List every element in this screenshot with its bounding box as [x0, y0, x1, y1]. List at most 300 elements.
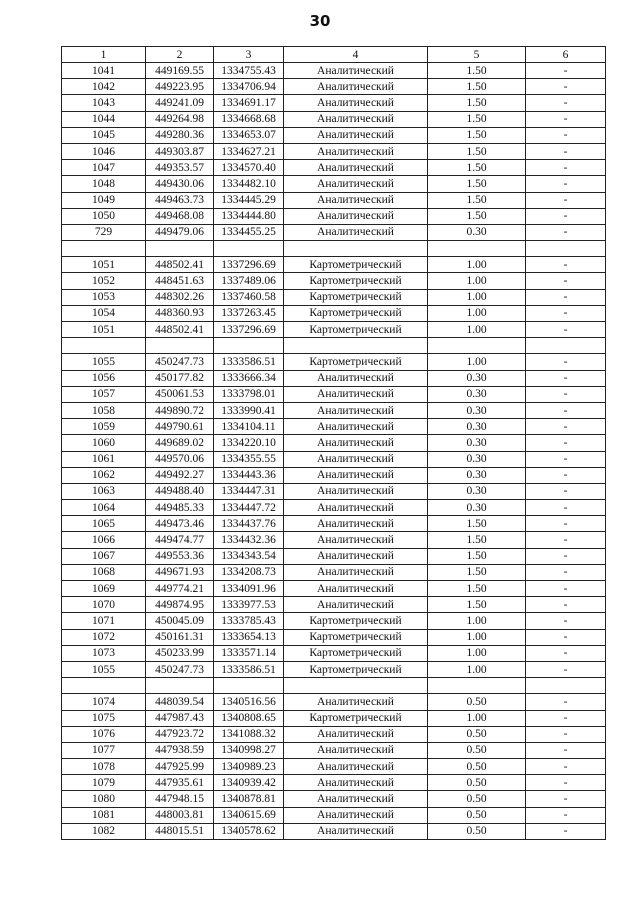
- y-coordinate-cell: 1340516.56: [214, 694, 284, 710]
- accuracy-cell: 0.30: [428, 386, 526, 402]
- point-number-cell: 1077: [62, 742, 146, 758]
- method-cell: Аналитический: [284, 79, 428, 95]
- accuracy-cell: 1.00: [428, 710, 526, 726]
- accuracy-cell: [428, 678, 526, 694]
- table-row: [62, 823, 606, 839]
- note-cell: -: [526, 516, 606, 532]
- accuracy-cell: 1.50: [428, 111, 526, 127]
- y-coordinate-cell: 1334104.11: [214, 419, 284, 435]
- accuracy-cell: 1.50: [428, 516, 526, 532]
- column-header: 5: [428, 47, 526, 63]
- method-cell: Аналитический: [284, 548, 428, 564]
- note-cell: -: [526, 354, 606, 370]
- y-coordinate-cell: 1333990.41: [214, 402, 284, 418]
- note-cell: -: [526, 289, 606, 305]
- method-cell: Аналитический: [284, 597, 428, 613]
- point-number-cell: 1052: [62, 273, 146, 289]
- table-row: [62, 176, 606, 192]
- accuracy-cell: 1.00: [428, 273, 526, 289]
- note-cell: -: [526, 79, 606, 95]
- y-coordinate-cell: 1334627.21: [214, 143, 284, 159]
- x-coordinate-cell: 449485.33: [146, 500, 214, 516]
- method-cell: Аналитический: [284, 823, 428, 839]
- x-coordinate-cell: [146, 338, 214, 354]
- y-coordinate-cell: 1334706.94: [214, 79, 284, 95]
- table-row: [62, 759, 606, 775]
- y-coordinate-cell: 1334437.76: [214, 516, 284, 532]
- accuracy-cell: 1.50: [428, 63, 526, 79]
- method-cell: Картометрический: [284, 645, 428, 661]
- point-number-cell: 1078: [62, 759, 146, 775]
- method-cell: Картометрический: [284, 354, 428, 370]
- method-cell: Картометрический: [284, 629, 428, 645]
- y-coordinate-cell: 1334691.17: [214, 95, 284, 111]
- table-row: [62, 192, 606, 208]
- y-coordinate-cell: 1333798.01: [214, 386, 284, 402]
- note-cell: -: [526, 467, 606, 483]
- method-cell: Аналитический: [284, 435, 428, 451]
- point-number-cell: [62, 338, 146, 354]
- y-coordinate-cell: 1340939.42: [214, 775, 284, 791]
- point-number-cell: 1082: [62, 823, 146, 839]
- note-cell: -: [526, 402, 606, 418]
- method-cell: [284, 241, 428, 257]
- accuracy-cell: 1.00: [428, 322, 526, 338]
- x-coordinate-cell: 448502.41: [146, 257, 214, 273]
- table-row: [62, 791, 606, 807]
- table-row: [62, 597, 606, 613]
- method-cell: Аналитический: [284, 581, 428, 597]
- point-number-cell: 1062: [62, 467, 146, 483]
- method-cell: Аналитический: [284, 532, 428, 548]
- separator-row: [62, 241, 606, 257]
- note-cell: -: [526, 742, 606, 758]
- x-coordinate-cell: 449280.36: [146, 127, 214, 143]
- point-number-cell: 1055: [62, 354, 146, 370]
- method-cell: [284, 678, 428, 694]
- note-cell: -: [526, 645, 606, 661]
- accuracy-cell: 1.00: [428, 629, 526, 645]
- y-coordinate-cell: 1334668.68: [214, 111, 284, 127]
- y-coordinate-cell: [214, 678, 284, 694]
- table-row: [62, 661, 606, 677]
- note-cell: -: [526, 192, 606, 208]
- note-cell: -: [526, 370, 606, 386]
- accuracy-cell: 0.30: [428, 483, 526, 499]
- accuracy-cell: 1.00: [428, 354, 526, 370]
- note-cell: -: [526, 451, 606, 467]
- x-coordinate-cell: 449890.72: [146, 402, 214, 418]
- point-number-cell: 1076: [62, 726, 146, 742]
- y-coordinate-cell: 1333785.43: [214, 613, 284, 629]
- point-number-cell: [62, 241, 146, 257]
- method-cell: [284, 338, 428, 354]
- header-row: [62, 47, 606, 63]
- method-cell: Картометрический: [284, 289, 428, 305]
- table-row: [62, 354, 606, 370]
- y-coordinate-cell: 1337489.06: [214, 273, 284, 289]
- method-cell: Аналитический: [284, 694, 428, 710]
- x-coordinate-cell: 449689.02: [146, 435, 214, 451]
- point-number-cell: 1066: [62, 532, 146, 548]
- accuracy-cell: 1.00: [428, 613, 526, 629]
- table-row: [62, 532, 606, 548]
- accuracy-cell: 1.50: [428, 597, 526, 613]
- point-number-cell: 1047: [62, 160, 146, 176]
- x-coordinate-cell: 448302.26: [146, 289, 214, 305]
- note-cell: -: [526, 208, 606, 224]
- x-coordinate-cell: 448039.54: [146, 694, 214, 710]
- method-cell: Аналитический: [284, 160, 428, 176]
- table-row: [62, 564, 606, 580]
- method-cell: Аналитический: [284, 516, 428, 532]
- point-number-cell: 1080: [62, 791, 146, 807]
- table-row: [62, 370, 606, 386]
- point-number-cell: 1051: [62, 257, 146, 273]
- point-number-cell: [62, 678, 146, 694]
- accuracy-cell: 1.50: [428, 208, 526, 224]
- accuracy-cell: 1.50: [428, 581, 526, 597]
- x-coordinate-cell: 449488.40: [146, 483, 214, 499]
- point-number-cell: 1073: [62, 645, 146, 661]
- x-coordinate-cell: 449169.55: [146, 63, 214, 79]
- note-cell: -: [526, 564, 606, 580]
- accuracy-cell: 1.50: [428, 192, 526, 208]
- method-cell: Аналитический: [284, 386, 428, 402]
- accuracy-cell: 0.30: [428, 370, 526, 386]
- accuracy-cell: 0.50: [428, 775, 526, 791]
- method-cell: Аналитический: [284, 143, 428, 159]
- table-row: [62, 257, 606, 273]
- point-number-cell: 1069: [62, 581, 146, 597]
- note-cell: [526, 338, 606, 354]
- column-header: 4: [284, 47, 428, 63]
- point-number-cell: 1071: [62, 613, 146, 629]
- note-cell: -: [526, 759, 606, 775]
- point-number-cell: 1074: [62, 694, 146, 710]
- y-coordinate-cell: 1333654.13: [214, 629, 284, 645]
- table-body: [62, 63, 606, 840]
- table-row: [62, 613, 606, 629]
- method-cell: Аналитический: [284, 419, 428, 435]
- point-number-cell: 1067: [62, 548, 146, 564]
- y-coordinate-cell: 1333666.34: [214, 370, 284, 386]
- y-coordinate-cell: 1334208.73: [214, 564, 284, 580]
- x-coordinate-cell: 447925.99: [146, 759, 214, 775]
- table-row: [62, 467, 606, 483]
- table-row: [62, 483, 606, 499]
- table-row: [62, 645, 606, 661]
- x-coordinate-cell: 447987.43: [146, 710, 214, 726]
- y-coordinate-cell: 1334482.10: [214, 176, 284, 192]
- table-row: [62, 807, 606, 823]
- point-number-cell: 1068: [62, 564, 146, 580]
- table-row: [62, 224, 606, 240]
- method-cell: Картометрический: [284, 273, 428, 289]
- point-number-cell: 1043: [62, 95, 146, 111]
- accuracy-cell: 0.50: [428, 726, 526, 742]
- method-cell: Картометрический: [284, 305, 428, 321]
- accuracy-cell: 0.50: [428, 823, 526, 839]
- x-coordinate-cell: 449553.36: [146, 548, 214, 564]
- accuracy-cell: 1.00: [428, 661, 526, 677]
- method-cell: Аналитический: [284, 192, 428, 208]
- table-row: [62, 451, 606, 467]
- note-cell: -: [526, 95, 606, 111]
- method-cell: Аналитический: [284, 208, 428, 224]
- point-number-cell: 1058: [62, 402, 146, 418]
- point-number-cell: 1070: [62, 597, 146, 613]
- note-cell: -: [526, 548, 606, 564]
- method-cell: Аналитический: [284, 564, 428, 580]
- note-cell: -: [526, 791, 606, 807]
- method-cell: Аналитический: [284, 742, 428, 758]
- accuracy-cell: 0.30: [428, 419, 526, 435]
- point-number-cell: 1061: [62, 451, 146, 467]
- method-cell: Картометрический: [284, 613, 428, 629]
- note-cell: -: [526, 500, 606, 516]
- method-cell: Аналитический: [284, 483, 428, 499]
- point-number-cell: 1042: [62, 79, 146, 95]
- note-cell: -: [526, 322, 606, 338]
- table-row: [62, 775, 606, 791]
- x-coordinate-cell: 449492.27: [146, 467, 214, 483]
- table-row: [62, 208, 606, 224]
- note-cell: -: [526, 224, 606, 240]
- x-coordinate-cell: 447938.59: [146, 742, 214, 758]
- accuracy-cell: 0.30: [428, 224, 526, 240]
- point-number-cell: 1045: [62, 127, 146, 143]
- x-coordinate-cell: 449303.87: [146, 143, 214, 159]
- x-coordinate-cell: 450161.31: [146, 629, 214, 645]
- point-number-cell: 1057: [62, 386, 146, 402]
- x-coordinate-cell: 449474.77: [146, 532, 214, 548]
- x-coordinate-cell: 450247.73: [146, 661, 214, 677]
- note-cell: -: [526, 613, 606, 629]
- method-cell: Аналитический: [284, 224, 428, 240]
- note-cell: -: [526, 257, 606, 273]
- method-cell: Аналитический: [284, 451, 428, 467]
- accuracy-cell: 1.50: [428, 564, 526, 580]
- y-coordinate-cell: 1340615.69: [214, 807, 284, 823]
- y-coordinate-cell: 1334444.80: [214, 208, 284, 224]
- page-number: 30: [309, 12, 331, 30]
- accuracy-cell: 1.50: [428, 176, 526, 192]
- method-cell: Картометрический: [284, 322, 428, 338]
- x-coordinate-cell: 448003.81: [146, 807, 214, 823]
- note-cell: -: [526, 661, 606, 677]
- table-row: [62, 419, 606, 435]
- accuracy-cell: 1.50: [428, 160, 526, 176]
- accuracy-cell: 1.00: [428, 645, 526, 661]
- point-number-cell: 1041: [62, 63, 146, 79]
- table-row: [62, 63, 606, 79]
- x-coordinate-cell: 449463.73: [146, 192, 214, 208]
- note-cell: -: [526, 775, 606, 791]
- y-coordinate-cell: 1334755.43: [214, 63, 284, 79]
- note-cell: -: [526, 419, 606, 435]
- note-cell: -: [526, 143, 606, 159]
- note-cell: -: [526, 111, 606, 127]
- x-coordinate-cell: 448502.41: [146, 322, 214, 338]
- y-coordinate-cell: 1334653.07: [214, 127, 284, 143]
- table-row: [62, 516, 606, 532]
- point-number-cell: 1048: [62, 176, 146, 192]
- accuracy-cell: 0.50: [428, 759, 526, 775]
- table-row: [62, 95, 606, 111]
- method-cell: Аналитический: [284, 63, 428, 79]
- point-number-cell: 1060: [62, 435, 146, 451]
- y-coordinate-cell: 1337460.58: [214, 289, 284, 305]
- x-coordinate-cell: 447923.72: [146, 726, 214, 742]
- method-cell: Аналитический: [284, 807, 428, 823]
- accuracy-cell: [428, 338, 526, 354]
- y-coordinate-cell: 1340878.81: [214, 791, 284, 807]
- note-cell: -: [526, 823, 606, 839]
- table-row: [62, 143, 606, 159]
- accuracy-cell: 0.30: [428, 435, 526, 451]
- point-number-cell: 1072: [62, 629, 146, 645]
- note-cell: -: [526, 694, 606, 710]
- point-number-cell: 1065: [62, 516, 146, 532]
- column-header: 2: [146, 47, 214, 63]
- point-number-cell: 1053: [62, 289, 146, 305]
- x-coordinate-cell: 449264.98: [146, 111, 214, 127]
- table-row: [62, 726, 606, 742]
- y-coordinate-cell: 1334091.96: [214, 581, 284, 597]
- note-cell: -: [526, 127, 606, 143]
- method-cell: Аналитический: [284, 95, 428, 111]
- y-coordinate-cell: 1340998.27: [214, 742, 284, 758]
- column-header: 1: [62, 47, 146, 63]
- column-header: 3: [214, 47, 284, 63]
- x-coordinate-cell: 450247.73: [146, 354, 214, 370]
- separator-row: [62, 338, 606, 354]
- accuracy-cell: [428, 241, 526, 257]
- point-number-cell: 729: [62, 224, 146, 240]
- table-row: [62, 500, 606, 516]
- table-row: [62, 694, 606, 710]
- note-cell: -: [526, 160, 606, 176]
- accuracy-cell: 1.50: [428, 95, 526, 111]
- accuracy-cell: 0.50: [428, 807, 526, 823]
- method-cell: Аналитический: [284, 791, 428, 807]
- table-row: [62, 305, 606, 321]
- y-coordinate-cell: 1337296.69: [214, 257, 284, 273]
- method-cell: Аналитический: [284, 370, 428, 386]
- accuracy-cell: 0.30: [428, 402, 526, 418]
- y-coordinate-cell: 1337263.45: [214, 305, 284, 321]
- x-coordinate-cell: 449774.21: [146, 581, 214, 597]
- accuracy-cell: 0.50: [428, 742, 526, 758]
- point-number-cell: 1050: [62, 208, 146, 224]
- y-coordinate-cell: [214, 338, 284, 354]
- accuracy-cell: 0.50: [428, 694, 526, 710]
- method-cell: Аналитический: [284, 726, 428, 742]
- x-coordinate-cell: 449570.06: [146, 451, 214, 467]
- x-coordinate-cell: 449353.57: [146, 160, 214, 176]
- accuracy-cell: 1.00: [428, 257, 526, 273]
- x-coordinate-cell: 450233.99: [146, 645, 214, 661]
- table-row: [62, 548, 606, 564]
- note-cell: -: [526, 710, 606, 726]
- y-coordinate-cell: 1333586.51: [214, 661, 284, 677]
- coordinates-table: [61, 46, 606, 840]
- method-cell: Аналитический: [284, 127, 428, 143]
- x-coordinate-cell: 447935.61: [146, 775, 214, 791]
- method-cell: Аналитический: [284, 111, 428, 127]
- table-row: [62, 435, 606, 451]
- point-number-cell: 1056: [62, 370, 146, 386]
- accuracy-cell: 1.00: [428, 305, 526, 321]
- y-coordinate-cell: 1333977.53: [214, 597, 284, 613]
- point-number-cell: 1075: [62, 710, 146, 726]
- point-number-cell: 1046: [62, 143, 146, 159]
- y-coordinate-cell: 1334570.40: [214, 160, 284, 176]
- method-cell: Аналитический: [284, 759, 428, 775]
- point-number-cell: 1079: [62, 775, 146, 791]
- note-cell: -: [526, 305, 606, 321]
- point-number-cell: 1055: [62, 661, 146, 677]
- method-cell: Картометрический: [284, 710, 428, 726]
- table-row: [62, 402, 606, 418]
- x-coordinate-cell: 450177.82: [146, 370, 214, 386]
- y-coordinate-cell: 1337296.69: [214, 322, 284, 338]
- accuracy-cell: 1.50: [428, 127, 526, 143]
- note-cell: -: [526, 581, 606, 597]
- x-coordinate-cell: 449241.09: [146, 95, 214, 111]
- x-coordinate-cell: 449223.95: [146, 79, 214, 95]
- accuracy-cell: 1.50: [428, 143, 526, 159]
- y-coordinate-cell: 1334220.10: [214, 435, 284, 451]
- table-row: [62, 160, 606, 176]
- y-coordinate-cell: 1340989.23: [214, 759, 284, 775]
- table-row: [62, 79, 606, 95]
- note-cell: -: [526, 532, 606, 548]
- x-coordinate-cell: [146, 241, 214, 257]
- table-row: [62, 386, 606, 402]
- note-cell: -: [526, 435, 606, 451]
- x-coordinate-cell: 449671.93: [146, 564, 214, 580]
- y-coordinate-cell: 1334445.29: [214, 192, 284, 208]
- note-cell: -: [526, 726, 606, 742]
- note-cell: -: [526, 386, 606, 402]
- table-row: [62, 629, 606, 645]
- y-coordinate-cell: 1340808.65: [214, 710, 284, 726]
- table-row: [62, 742, 606, 758]
- note-cell: -: [526, 63, 606, 79]
- y-coordinate-cell: 1333586.51: [214, 354, 284, 370]
- point-number-cell: 1044: [62, 111, 146, 127]
- y-coordinate-cell: 1334432.36: [214, 532, 284, 548]
- x-coordinate-cell: 449479.06: [146, 224, 214, 240]
- column-header: 6: [526, 47, 606, 63]
- note-cell: -: [526, 273, 606, 289]
- method-cell: Аналитический: [284, 402, 428, 418]
- x-coordinate-cell: 449430.06: [146, 176, 214, 192]
- x-coordinate-cell: 449473.46: [146, 516, 214, 532]
- y-coordinate-cell: 1333571.14: [214, 645, 284, 661]
- y-coordinate-cell: 1334355.55: [214, 451, 284, 467]
- method-cell: Аналитический: [284, 176, 428, 192]
- y-coordinate-cell: 1334343.54: [214, 548, 284, 564]
- note-cell: [526, 678, 606, 694]
- point-number-cell: 1049: [62, 192, 146, 208]
- table-row: [62, 289, 606, 305]
- x-coordinate-cell: [146, 678, 214, 694]
- x-coordinate-cell: 447948.15: [146, 791, 214, 807]
- point-number-cell: 1063: [62, 483, 146, 499]
